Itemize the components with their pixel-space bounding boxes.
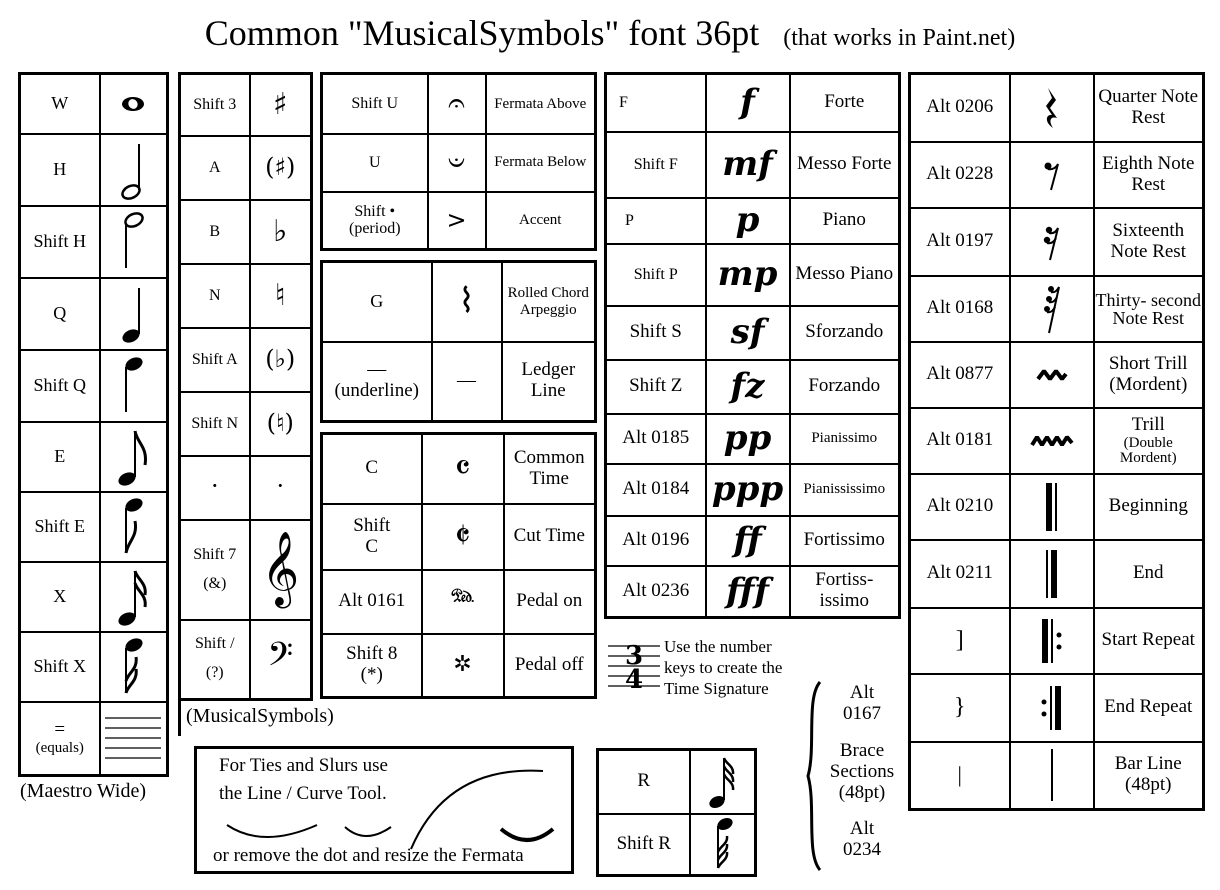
rests-table <box>908 72 1205 811</box>
key-cell <box>20 702 100 776</box>
brace-alt-2: Alt 0234 <box>843 818 881 860</box>
eighth-note-down-icon <box>100 492 168 562</box>
title-note: (that works in Paint.net) <box>783 25 1016 51</box>
table-row <box>606 360 900 414</box>
key-cell: Shift U <box>322 74 428 134</box>
key-cell: W <box>20 74 100 134</box>
desc-cell: Quarter Note Rest <box>1094 74 1204 142</box>
title-main: Common "MusicalSymbols" font 36pt <box>204 13 760 53</box>
table-row <box>606 306 900 360</box>
bass-clef-icon: 𝄢 <box>250 620 312 700</box>
key-cell: } <box>910 674 1010 742</box>
common-time-icon: 𝄴 <box>422 434 504 504</box>
table-row <box>606 244 900 306</box>
whole-note-icon <box>100 74 168 134</box>
end-barline-icon <box>1010 540 1094 608</box>
key-cell: F <box>606 74 706 132</box>
table-row <box>598 750 756 814</box>
key-cell: Shift S <box>606 306 706 360</box>
desc-cell: Piano <box>790 198 900 244</box>
table-row <box>910 742 1204 810</box>
half-note-up-icon <box>100 134 168 206</box>
fermata-below-icon: 𝄑 <box>428 134 486 192</box>
key-cell: Shift N <box>180 392 250 456</box>
table-row <box>606 566 900 618</box>
piano-icon: p <box>706 198 790 244</box>
key-cell: — (underline) <box>322 342 432 422</box>
table-row <box>20 74 168 134</box>
desc-cell: End Repeat <box>1094 674 1204 742</box>
desc-cell: Fermata Below <box>486 134 596 192</box>
table-row <box>180 74 312 136</box>
key-cell: Shift P <box>606 244 706 306</box>
start-repeat-icon <box>1010 608 1094 674</box>
table-row <box>180 456 312 520</box>
mordent-icon <box>1010 342 1094 408</box>
key-cell: G <box>322 262 432 342</box>
key-cell: Alt 0236 <box>606 566 706 618</box>
desc-cell: Sforzando <box>790 306 900 360</box>
timesig-line-2: keys to create the <box>664 658 783 677</box>
desc-cell: Pedal off <box>504 634 596 698</box>
time-signature-text <box>664 636 782 699</box>
pianissimo-icon: pp <box>706 414 790 464</box>
key-cell: A <box>180 136 250 200</box>
musicalsymbols-caption: (MusicalSymbols) <box>186 705 334 727</box>
trill-label: Trill <box>1131 414 1165 436</box>
forzando-icon: fz <box>706 360 790 414</box>
mezzo-piano-icon: mp <box>706 244 790 306</box>
brace-icon <box>800 678 824 874</box>
flat-paren-icon: (♭) <box>250 328 312 392</box>
quarter-note-down-icon <box>100 350 168 422</box>
desc-cell: Bar Line (48pt) <box>1094 742 1204 810</box>
time-signature-hint <box>606 636 816 696</box>
table-row <box>910 674 1204 742</box>
table-row <box>910 474 1204 540</box>
key-cell: Shift 3 <box>180 74 250 136</box>
table-row <box>20 702 168 776</box>
table-row <box>180 620 312 700</box>
ties-line-2: the Line / Curve Tool. <box>219 783 387 804</box>
ties-line-3: or remove the dot and resize the Fermata <box>213 845 524 866</box>
beginning-barline-icon <box>1010 474 1094 540</box>
table-row <box>910 408 1204 474</box>
arpeggio-icon: ⌇ <box>432 262 502 342</box>
ties-slurs-box <box>194 746 574 874</box>
table-row <box>322 342 596 422</box>
table-row <box>606 198 900 244</box>
time-sig-bottom: 4 <box>624 665 644 694</box>
table-row <box>598 814 756 876</box>
key-cell: Alt 0168 <box>910 276 1010 342</box>
table-row <box>322 434 596 504</box>
desc-cell: Fortiss-issimo <box>790 566 900 618</box>
pedal-off-icon: ✲ <box>422 634 504 698</box>
table-row <box>20 350 168 422</box>
caption-border <box>178 690 181 736</box>
desc-cell: Messo Piano <box>790 244 900 306</box>
key-cell: Alt 0185 <box>606 414 706 464</box>
table-row <box>910 342 1204 408</box>
sforzando-icon: sf <box>706 306 790 360</box>
table-row <box>606 414 900 464</box>
half-note-down-icon <box>100 206 168 278</box>
table-row <box>20 422 168 492</box>
brace-alt-1: Alt 0167 <box>843 682 881 724</box>
sharp-paren-icon: (♯) <box>250 136 312 200</box>
desc-cell: Accent <box>486 192 596 250</box>
eighth-rest-icon <box>1010 142 1094 208</box>
desc-cell <box>1094 408 1204 474</box>
table-row <box>606 74 900 132</box>
key-cell: B <box>180 200 250 264</box>
key-cell: Alt 0196 <box>606 516 706 566</box>
natural-paren-icon: (♮) <box>250 392 312 456</box>
table-row <box>322 262 596 342</box>
desc-cell: Fermata Above <box>486 74 596 134</box>
key-cell: Shift 8 (*) <box>322 634 422 698</box>
natural-icon: ♮ <box>250 264 312 328</box>
table-row <box>606 516 900 566</box>
ties-line-1: For Ties and Slurs use <box>219 755 388 776</box>
table-row <box>910 142 1204 208</box>
bar-line-icon <box>1010 742 1094 810</box>
desc-cell: Common Time <box>504 434 596 504</box>
sixty-fourth-note-down-icon <box>690 814 756 876</box>
key-cell: N <box>180 264 250 328</box>
key-cell: Alt 0197 <box>910 208 1010 276</box>
sixteenth-note-down-icon <box>100 632 168 702</box>
equals-sub: (equals) <box>35 740 84 757</box>
key-cell: Alt 0206 <box>910 74 1010 142</box>
key-cell: X <box>20 562 100 632</box>
key-cell: Alt 0184 <box>606 464 706 516</box>
pedal-on-icon: 𝆮 <box>422 570 504 634</box>
key-cell: · <box>180 456 250 520</box>
sixteenth-rest-icon <box>1010 208 1094 276</box>
key-cell: ] <box>910 608 1010 674</box>
table-row <box>20 206 168 278</box>
table-row <box>910 74 1204 142</box>
key-cell: Alt 0211 <box>910 540 1010 608</box>
eighth-note-up-icon <box>100 422 168 492</box>
brace-sections: Brace Sections (48pt) <box>829 740 895 803</box>
table-row <box>322 504 596 570</box>
sharp-icon: ♯ <box>250 74 312 136</box>
dot-icon: · <box>250 456 312 520</box>
key-cell: Shift H <box>20 206 100 278</box>
key-cell: Shift Z <box>606 360 706 414</box>
treble-clef-icon: 𝄞 <box>250 520 312 620</box>
brace-info <box>800 678 910 878</box>
key-cell: Alt 0877 <box>910 342 1010 408</box>
table-row <box>910 540 1204 608</box>
flat-icon: ♭ <box>250 200 312 264</box>
key-cell: | <box>910 742 1010 810</box>
table-row <box>180 520 312 620</box>
page-title <box>0 12 1220 54</box>
timesig-line-3: Time Signature <box>664 679 769 698</box>
double-mordent-icon <box>1010 408 1094 474</box>
time-signature-icon <box>606 636 662 694</box>
key-cell: Alt 0181 <box>910 408 1010 474</box>
table-row <box>322 192 596 250</box>
key-cell: U <box>322 134 428 192</box>
equals-key: = <box>54 718 66 740</box>
table-row <box>180 200 312 264</box>
maestro-caption: (Maestro Wide) <box>20 780 147 802</box>
end-repeat-icon <box>1010 674 1094 742</box>
table-row <box>910 608 1204 674</box>
key-cell: Q <box>20 278 100 350</box>
key-cell: Shift R <box>598 814 690 876</box>
accent-icon: > <box>428 192 486 250</box>
key-cell: H <box>20 134 100 206</box>
table-row <box>20 134 168 206</box>
note-values-table <box>18 72 169 777</box>
desc-cell: Messo Forte <box>790 132 900 198</box>
table-row <box>180 328 312 392</box>
thirty-second-rest-icon <box>1010 276 1094 342</box>
desc-cell: End <box>1094 540 1204 608</box>
desc-cell: Pianississimo <box>790 464 900 516</box>
desc-cell: Forzando <box>790 360 900 414</box>
table-row <box>910 276 1204 342</box>
key-cell: Alt 0210 <box>910 474 1010 540</box>
key-cell: E <box>20 422 100 492</box>
key-cell: Alt 0228 <box>910 142 1010 208</box>
key-cell: Shift • (period) <box>322 192 428 250</box>
desc-cell: Start Repeat <box>1094 608 1204 674</box>
accidentals-table <box>178 72 313 701</box>
desc-cell: Pedal on <box>504 570 596 634</box>
key-cell: Alt 0161 <box>322 570 422 634</box>
table-row <box>20 492 168 562</box>
fermata-above-icon: 𝄐 <box>428 74 486 134</box>
desc-cell: Fortissimo <box>790 516 900 566</box>
desc-cell: Cut Time <box>504 504 596 570</box>
desc-cell: Sixteenth Note Rest <box>1094 208 1204 276</box>
key-cell: Shift / (?) <box>180 620 250 700</box>
fortissimo-icon: ff <box>706 516 790 566</box>
desc-cell: Beginning <box>1094 474 1204 540</box>
desc-cell: Forte <box>790 74 900 132</box>
key-cell: R <box>598 750 690 814</box>
forte-icon: f <box>706 74 790 132</box>
ledger-line-icon: — <box>432 342 502 422</box>
key-cell: P <box>606 198 706 244</box>
key-cell: C <box>322 434 422 504</box>
key-cell: Shift Q <box>20 350 100 422</box>
desc-cell: Ledger Line <box>502 342 596 422</box>
fortississimo-icon: fff <box>706 566 790 618</box>
table-row <box>606 132 900 198</box>
key-cell: Shift 7 (&) <box>180 520 250 620</box>
key-cell: Shift F <box>606 132 706 198</box>
table-row <box>20 632 168 702</box>
rolled-table <box>320 260 597 423</box>
sixty-fourth-note-icon <box>690 750 756 814</box>
table-row <box>322 634 596 698</box>
quarter-rest-icon <box>1010 74 1094 142</box>
table-row <box>322 134 596 192</box>
key-cell: Shift C <box>322 504 422 570</box>
desc-cell: Short Trill (Mordent) <box>1094 342 1204 408</box>
table-row <box>180 264 312 328</box>
staff-lines-icon <box>100 702 168 776</box>
table-row <box>606 464 900 516</box>
table-row <box>180 136 312 200</box>
pianississimo-icon: ppp <box>706 464 790 516</box>
desc-cell: Pianissimo <box>790 414 900 464</box>
table-row <box>20 278 168 350</box>
time-sig-top: 3 <box>624 641 644 671</box>
sixteenth-note-up-icon <box>100 562 168 632</box>
desc-cell: Thirty- second Note Rest <box>1094 276 1204 342</box>
table-row <box>180 392 312 456</box>
key-cell: Shift X <box>20 632 100 702</box>
desc-cell: Rolled Chord Arpeggio <box>502 262 596 342</box>
fermata-table <box>320 72 597 251</box>
table-row <box>910 208 1204 276</box>
key-cell: Shift E <box>20 492 100 562</box>
table-row <box>322 570 596 634</box>
flag-notes-table <box>596 748 757 877</box>
time-pedal-table <box>320 432 597 699</box>
timesig-line-1: Use the number <box>664 637 772 656</box>
cut-time-icon: 𝄵 <box>422 504 504 570</box>
quarter-note-up-icon <box>100 278 168 350</box>
desc-cell: Eighth Note Rest <box>1094 142 1204 208</box>
table-row <box>20 562 168 632</box>
table-row <box>322 74 596 134</box>
trill-sub: (Double Mordent) <box>1119 434 1177 466</box>
dynamics-table <box>604 72 901 619</box>
mezzo-forte-icon: mf <box>706 132 790 198</box>
key-cell: Shift A <box>180 328 250 392</box>
